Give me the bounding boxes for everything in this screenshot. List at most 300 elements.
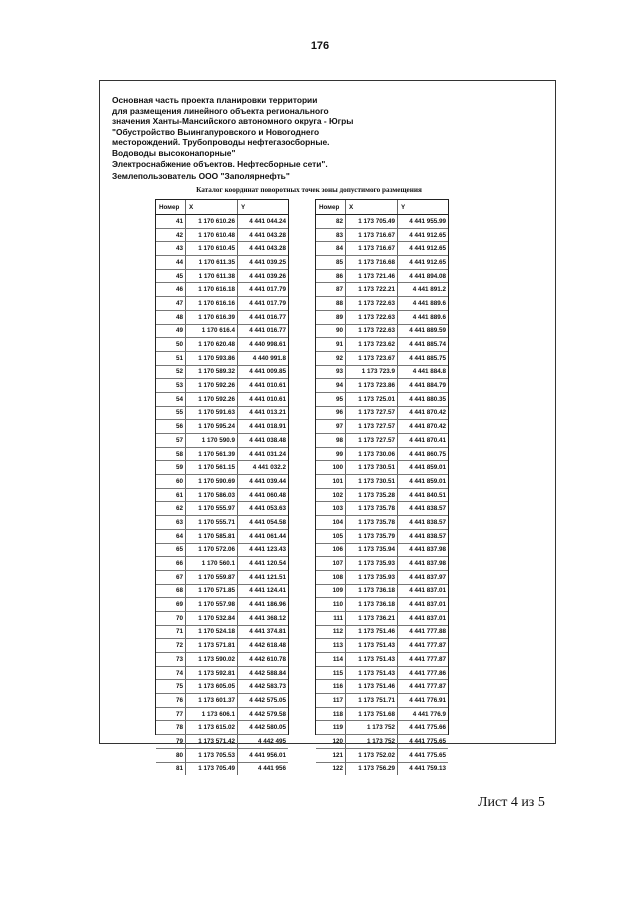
cell-number: 86: [316, 270, 346, 283]
table-row: [316, 434, 448, 448]
cell-x: 1 170 557.98: [186, 598, 238, 611]
cell-y: 4 441 891.2: [412, 286, 446, 294]
table-row: [316, 735, 448, 749]
cell-number: 97: [316, 420, 346, 433]
header-line: Электроснабжение объектов. Нефтесборные сети".: [112, 158, 328, 169]
table-row: [316, 763, 448, 776]
cell-number: 56: [156, 420, 186, 433]
document-header: [112, 95, 442, 182]
cell-x: 1 170 610.48: [186, 229, 238, 242]
cell-number: 113: [316, 639, 346, 652]
cell-x: 1 173 730.51: [346, 461, 398, 474]
cell-x: 1 173 751.46: [346, 680, 398, 693]
table-row: [156, 626, 288, 640]
cell-x: 1 173 730.51: [346, 475, 398, 488]
table-row: [156, 502, 288, 516]
cell-number: 67: [156, 571, 186, 584]
cell-x: 1 173 730.06: [346, 448, 398, 461]
table-row: [156, 379, 288, 393]
cell-number: 63: [156, 516, 186, 529]
header-line: значения Ханты-Мансийского автономного округа - Югры: [112, 116, 354, 127]
table-row: [316, 557, 448, 571]
column-header-y: Y: [241, 203, 246, 211]
table-row: [156, 325, 288, 339]
table-row: [156, 708, 288, 722]
cell-x: 1 173 752: [346, 735, 398, 748]
cell-x: 1 170 592.26: [186, 393, 238, 406]
cell-y: 4 441 124.41: [249, 587, 286, 595]
cell-x: 1 173 571.81: [186, 639, 238, 652]
cell-y: 4 441 777.87: [409, 655, 446, 663]
cell-y: 4 441 889.59: [409, 327, 446, 335]
cell-y: 4 441 777.87: [409, 683, 446, 691]
table-row: [316, 516, 448, 530]
cell-x: 1 170 586.03: [186, 489, 238, 502]
cell-x: 1 173 722.63: [346, 311, 398, 324]
cell-y: 4 441 870.42: [409, 423, 446, 431]
cell-x: 1 173 716.67: [346, 242, 398, 255]
table-row: [156, 366, 288, 380]
cell-number: 84: [316, 242, 346, 255]
cell-y: 4 440 991.8: [252, 354, 286, 362]
cell-number: 58: [156, 448, 186, 461]
table-row: [316, 366, 448, 380]
column-header-number: Номер: [316, 200, 346, 214]
cell-y: 4 441 039.25: [249, 258, 286, 266]
cell-x: 1 173 723.86: [346, 379, 398, 392]
cell-x: 1 173 751.43: [346, 639, 398, 652]
table-row: [316, 626, 448, 640]
table-row: [156, 393, 288, 407]
cell-y: 4 441 912.65: [409, 258, 446, 266]
table-row: [316, 544, 448, 558]
cell-y: 4 441 776.9: [412, 710, 446, 718]
cell-y: 4 441 039.26: [249, 272, 286, 280]
cell-number: 119: [316, 721, 346, 734]
cell-number: 41: [156, 215, 186, 228]
table-row: [156, 229, 288, 243]
cell-number: 75: [156, 680, 186, 693]
cell-y: 4 441 016.77: [249, 313, 286, 321]
header-line: Землепользователь ООО "Заполярнефть": [112, 171, 290, 182]
table-row: [316, 680, 448, 694]
header-line: Основная часть проекта планировки территории: [112, 95, 318, 105]
cell-y: 4 441 060.48: [249, 491, 286, 499]
cell-number: 57: [156, 434, 186, 447]
cell-y: 4 441 775.65: [409, 751, 446, 759]
page-number: 176: [310, 40, 330, 52]
table-row: [316, 393, 448, 407]
table-row: [156, 242, 288, 256]
cell-number: 93: [316, 366, 346, 379]
table-row: [156, 598, 288, 612]
cell-y: 4 441 884.8: [412, 368, 446, 376]
cell-x: 1 173 735.79: [346, 530, 398, 543]
cell-y: 4 441 018.91: [249, 423, 286, 431]
cell-x: 1 173 735.93: [346, 571, 398, 584]
cell-number: 92: [316, 352, 346, 365]
cell-number: 73: [156, 653, 186, 666]
table-row: [156, 270, 288, 284]
cell-y: 4 441 885.74: [409, 341, 446, 349]
cell-number: 68: [156, 585, 186, 598]
cell-y: 4 441 186.96: [249, 601, 286, 609]
cell-x: 1 170 590.69: [186, 475, 238, 488]
table-row: [156, 489, 288, 503]
cell-number: 53: [156, 379, 186, 392]
table-row: [156, 352, 288, 366]
cell-y: 4 442 580.05: [249, 724, 286, 732]
table-row: [156, 516, 288, 530]
table-row: [316, 475, 448, 489]
cell-number: 51: [156, 352, 186, 365]
cell-number: 88: [316, 297, 346, 310]
cell-number: 83: [316, 229, 346, 242]
cell-y: 4 441 010.61: [249, 395, 286, 403]
cell-y: 4 441 840.51: [409, 491, 446, 499]
cell-y: 4 441 031.24: [249, 450, 286, 458]
cell-y: 4 441 870.42: [409, 409, 446, 417]
table-row: [156, 544, 288, 558]
cell-number: 60: [156, 475, 186, 488]
header-line: Водоводы высоконапорные": [112, 147, 236, 158]
cell-x: 1 170 571.85: [186, 585, 238, 598]
cell-y: 4 441 777.86: [409, 669, 446, 677]
table-row: [156, 585, 288, 599]
cell-x: 1 170 611.38: [186, 270, 238, 283]
cell-y: 4 441 017.79: [249, 286, 286, 294]
cell-number: 59: [156, 461, 186, 474]
cell-x: 1 170 590.9: [186, 434, 238, 447]
cell-y: 4 441 777.87: [409, 642, 446, 650]
table-row: [316, 270, 448, 284]
table-row: [316, 489, 448, 503]
table-row: [316, 571, 448, 585]
cell-y: 4 441 956.01: [249, 751, 286, 759]
cell-x: 1 170 595.24: [186, 420, 238, 433]
table-row: [316, 598, 448, 612]
table-row: [316, 242, 448, 256]
cell-x: 1 173 756.29: [346, 763, 398, 776]
table-row: [156, 338, 288, 352]
cell-x: 1 173 727.57: [346, 407, 398, 420]
cell-number: 89: [316, 311, 346, 324]
table-row: [156, 763, 288, 776]
cell-x: 1 173 723.9: [346, 366, 398, 379]
cell-number: 106: [316, 544, 346, 557]
cell-x: 1 170 524.18: [186, 626, 238, 639]
table-row: [316, 283, 448, 297]
cell-x: 1 170 592.26: [186, 379, 238, 392]
table-row: [156, 653, 288, 667]
cell-x: 1 173 723.62: [346, 338, 398, 351]
cell-x: 1 173 615.02: [186, 721, 238, 734]
table-row: [316, 612, 448, 626]
cell-number: 78: [156, 721, 186, 734]
cell-y: 4 441 053.63: [249, 505, 286, 513]
table-row: [316, 325, 448, 339]
cell-x: 1 173 751.71: [346, 694, 398, 707]
header-line: месторождений. Трубопроводы нефтегазосборные.: [112, 137, 330, 148]
cell-y: 4 441 838.57: [409, 532, 446, 540]
table-row: [156, 407, 288, 421]
cell-x: 1 173 736.18: [346, 585, 398, 598]
cell-x: 1 170 616.16: [186, 297, 238, 310]
cell-x: 1 173 735.78: [346, 502, 398, 515]
table-row: [316, 694, 448, 708]
table-row: [316, 311, 448, 325]
cell-x: 1 170 616.18: [186, 283, 238, 296]
cell-x: 1 173 735.93: [346, 557, 398, 570]
cell-number: 66: [156, 557, 186, 570]
cell-y: 4 441 043.28: [249, 245, 286, 253]
table-row: [156, 612, 288, 626]
sheet-label: Лист 4 из 5: [478, 795, 545, 810]
cell-y: 4 441 775.65: [409, 737, 446, 745]
cell-number: 110: [316, 598, 346, 611]
cell-number: 122: [316, 763, 346, 776]
cell-x: 1 173 751.68: [346, 708, 398, 721]
cell-y: 4 441 859.01: [409, 464, 446, 472]
table-row: [316, 352, 448, 366]
table-row: [316, 502, 448, 516]
cell-y: 4 441 775.66: [409, 724, 446, 732]
cell-x: 1 173 735.28: [346, 489, 398, 502]
cell-x: 1 173 722.63: [346, 325, 398, 338]
table-row: [156, 639, 288, 653]
cell-y: 4 442 575.05: [249, 696, 286, 704]
cell-x: 1 170 616.4: [186, 325, 238, 338]
cell-x: 1 173 606.1: [186, 708, 238, 721]
cell-number: 54: [156, 393, 186, 406]
cell-number: 111: [316, 612, 346, 625]
cell-y: 4 441 885.75: [409, 354, 446, 362]
cell-y: 4 441 061.44: [249, 532, 286, 540]
cell-y: 4 441 374.81: [249, 628, 286, 636]
table-row: [316, 338, 448, 352]
cell-x: 1 173 705.49: [186, 763, 238, 776]
cell-number: 70: [156, 612, 186, 625]
cell-x: 1 173 705.53: [186, 749, 238, 762]
cell-number: 91: [316, 338, 346, 351]
cell-number: 90: [316, 325, 346, 338]
cell-x: 1 170 559.87: [186, 571, 238, 584]
cell-x: 1 173 727.57: [346, 420, 398, 433]
cell-y: 4 441 837.01: [409, 587, 446, 595]
table-row: [156, 420, 288, 434]
cell-x: 1 170 610.45: [186, 242, 238, 255]
cell-x: 1 173 735.94: [346, 544, 398, 557]
cell-x: 1 173 723.67: [346, 352, 398, 365]
cell-y: 4 441 009.85: [249, 368, 286, 376]
cell-x: 1 173 751.43: [346, 667, 398, 680]
cell-x: 1 173 736.18: [346, 598, 398, 611]
table-caption: Каталог координат поворотных точек зоны допустимого размещения: [196, 186, 422, 194]
cell-x: 1 170 585.81: [186, 530, 238, 543]
cell-number: 108: [316, 571, 346, 584]
table-row: [156, 694, 288, 708]
cell-number: 62: [156, 502, 186, 515]
table-row: [316, 721, 448, 735]
cell-number: 77: [156, 708, 186, 721]
cell-y: 4 441 776.91: [409, 696, 446, 704]
cell-x: 1 170 560.1: [186, 557, 238, 570]
cell-x: 1 173 727.57: [346, 434, 398, 447]
table-row: [316, 708, 448, 722]
cell-y: 4 441 838.57: [409, 518, 446, 526]
cell-x: 1 173 752.02: [346, 749, 398, 762]
cell-y: 4 441 759.13: [409, 765, 446, 773]
table-row: [316, 530, 448, 544]
cell-number: 120: [316, 735, 346, 748]
cell-number: 115: [316, 667, 346, 680]
table-row: [156, 448, 288, 462]
cell-number: 121: [316, 749, 346, 762]
cell-y: 4 441 043.28: [249, 231, 286, 239]
cell-number: 105: [316, 530, 346, 543]
table-row: [316, 379, 448, 393]
cell-number: 47: [156, 297, 186, 310]
cell-y: 4 441 120.54: [249, 560, 286, 568]
cell-number: 80: [156, 749, 186, 762]
cell-y: 4 440 998.61: [249, 341, 286, 349]
column-header-y: Y: [401, 203, 406, 211]
table-row: [316, 461, 448, 475]
cell-number: 112: [316, 626, 346, 639]
cell-number: 61: [156, 489, 186, 502]
cell-number: 50: [156, 338, 186, 351]
cell-y: 4 441 044.24: [249, 217, 286, 225]
cell-number: 64: [156, 530, 186, 543]
table-row: [156, 749, 288, 763]
cell-y: 4 441 038.48: [249, 436, 286, 444]
cell-number: 69: [156, 598, 186, 611]
table-row: [156, 721, 288, 735]
cell-y: 4 441 912.65: [409, 245, 446, 253]
header-line: "Обустройство Выингапуровского и Новогоднего: [112, 126, 320, 137]
cell-number: 95: [316, 393, 346, 406]
cell-number: 55: [156, 407, 186, 420]
table-row: [156, 680, 288, 694]
cell-y: 4 441 889.6: [412, 299, 446, 307]
cell-y: 4 442 583.73: [249, 683, 286, 691]
table-row: [316, 256, 448, 270]
cell-number: 107: [316, 557, 346, 570]
cell-y: 4 441 032.2: [252, 464, 286, 472]
table-row: [316, 749, 448, 763]
cell-x: 1 170 593.86: [186, 352, 238, 365]
cell-number: 49: [156, 325, 186, 338]
column-header-x: X: [346, 200, 398, 214]
cell-x: 1 173 605.05: [186, 680, 238, 693]
table-row: [156, 215, 288, 229]
cell-number: 98: [316, 434, 346, 447]
cell-y: 4 441 054.58: [249, 518, 286, 526]
cell-x: 1 173 705.49: [346, 215, 398, 228]
cell-x: 1 170 561.15: [186, 461, 238, 474]
column-header-x: X: [186, 200, 238, 214]
table-row: [156, 461, 288, 475]
cell-y: 4 441 837.98: [409, 546, 446, 554]
header-line: для размещения линейного объекта регионального: [112, 105, 329, 116]
cell-y: 4 441 912.65: [409, 231, 446, 239]
cell-y: 4 441 894.08: [409, 272, 446, 280]
cell-x: 1 173 571.42: [186, 735, 238, 748]
cell-y: 4 441 123.43: [249, 546, 286, 554]
table-row: [156, 283, 288, 297]
cell-x: 1 170 561.39: [186, 448, 238, 461]
cell-number: 116: [316, 680, 346, 693]
cell-y: 4 442 588.84: [249, 669, 286, 677]
cell-x: 1 173 752: [346, 721, 398, 734]
cell-x: 1 173 736.21: [346, 612, 398, 625]
cell-y: 4 441 889.6: [412, 313, 446, 321]
table-row: [316, 229, 448, 243]
table-row: [156, 667, 288, 681]
cell-number: 42: [156, 229, 186, 242]
table-row: [156, 475, 288, 489]
cell-y: 4 441 955.99: [409, 217, 446, 225]
coordinates-table-right: [315, 199, 449, 773]
cell-y: 4 441 777.88: [409, 628, 446, 636]
cell-number: 99: [316, 448, 346, 461]
cell-number: 109: [316, 585, 346, 598]
cell-x: 1 173 592.81: [186, 667, 238, 680]
cell-number: 102: [316, 489, 346, 502]
cell-x: 1 170 620.48: [186, 338, 238, 351]
table-row: [316, 448, 448, 462]
cell-number: 82: [316, 215, 346, 228]
table-header: [156, 200, 288, 215]
table-row: [156, 557, 288, 571]
cell-y: 4 441 837.01: [409, 601, 446, 609]
cell-x: 1 170 572.06: [186, 544, 238, 557]
cell-number: 79: [156, 735, 186, 748]
cell-x: 1 173 590.02: [186, 653, 238, 666]
table-row: [316, 653, 448, 667]
cell-number: 117: [316, 694, 346, 707]
cell-number: 44: [156, 256, 186, 269]
cell-y: 4 441 017.79: [249, 299, 286, 307]
cell-number: 45: [156, 270, 186, 283]
cell-number: 103: [316, 502, 346, 515]
cell-y: 4 441 016.77: [249, 327, 286, 335]
cell-number: 72: [156, 639, 186, 652]
table-row: [316, 585, 448, 599]
cell-number: 87: [316, 283, 346, 296]
table-row: [316, 215, 448, 229]
table-row: [156, 434, 288, 448]
cell-number: 74: [156, 667, 186, 680]
cell-number: 71: [156, 626, 186, 639]
cell-x: 1 173 721.46: [346, 270, 398, 283]
cell-number: 96: [316, 407, 346, 420]
cell-y: 4 441 121.51: [249, 573, 286, 581]
cell-number: 81: [156, 763, 186, 776]
cell-x: 1 173 716.68: [346, 256, 398, 269]
cell-number: 48: [156, 311, 186, 324]
cell-y: 4 441 860.75: [409, 450, 446, 458]
cell-number: 104: [316, 516, 346, 529]
cell-y: 4 441 013.21: [249, 409, 286, 417]
table-row: [316, 667, 448, 681]
table-row: [156, 256, 288, 270]
cell-number: 65: [156, 544, 186, 557]
cell-x: 1 173 725.01: [346, 393, 398, 406]
cell-y: 4 441 368.12: [249, 614, 286, 622]
cell-x: 1 173 716.67: [346, 229, 398, 242]
table-row: [316, 639, 448, 653]
